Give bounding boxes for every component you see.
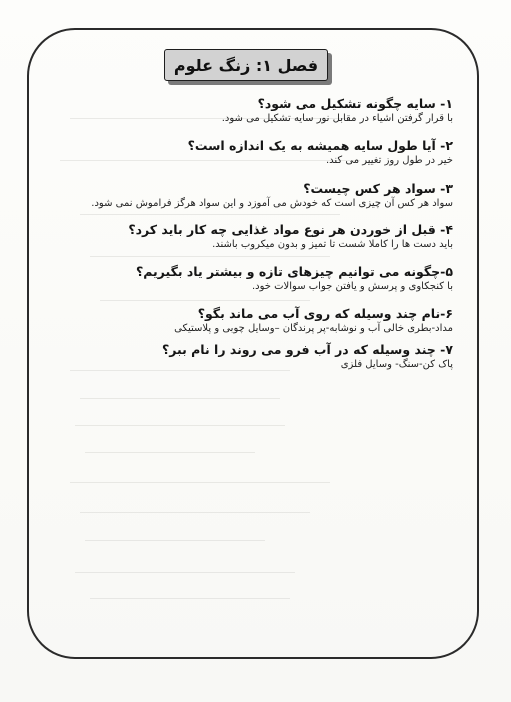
qa-item-4 [93, 222, 453, 251]
chapter-title-box [164, 49, 328, 81]
answer-6: مداد-بطری خالی آب و نوشابه-پر پرندگان –وسایل چوبی و پلاستیکی [174, 323, 453, 334]
question-4: ۴- قبل از خوردن هر نوع مواد غذایی چه کار باید کرد؟ [128, 222, 453, 237]
qa-item-5 [93, 264, 453, 293]
answer-3: سواد هر کس آن چیزی است که خودش می آموزد و این سواد هرگز فراموش نمی شود. [91, 198, 453, 209]
question-5: ۵-چگونه می توانیم چیزهای تازه و بیشتر یاد بگیریم؟ [135, 264, 453, 279]
qa-item-3 [93, 181, 453, 210]
question-2: ۲- آیا طول سایه همیشه به یک اندازه است؟ [187, 138, 453, 153]
question-3: ۳- سواد هر کس چیست؟ [303, 181, 453, 196]
answer-5: با کنجکاوی و پرسش و یافتن جواب سوالات خود. [251, 281, 453, 292]
question-7: ۷- چند وسیله که در آب فرو می روند را نام ببر؟ [161, 342, 453, 357]
qa-item-7 [93, 342, 453, 371]
qa-item-2 [93, 138, 453, 167]
question-1: ۱- سایه چگونه تشکیل می شود؟ [257, 96, 453, 111]
qa-item-1 [93, 96, 453, 125]
answer-4: باید دست ها را کاملا شست تا تمیز و بدون میکروب باشند. [212, 239, 453, 250]
question-6: ۶-نام چند وسیله که روی آب می ماند بگو؟ [197, 306, 453, 321]
chapter-title: فصل ۱: زنگ علوم [173, 55, 319, 75]
answer-1: با قرار گرفتن اشیاء در مقابل نور سایه تشکیل می شود. [221, 113, 453, 124]
answer-2: خیر در طول روز تغییر می کند. [325, 155, 453, 166]
answer-7: پاک کن-سنگ- وسایل فلزی [340, 359, 453, 370]
qa-item-6 [93, 306, 453, 335]
